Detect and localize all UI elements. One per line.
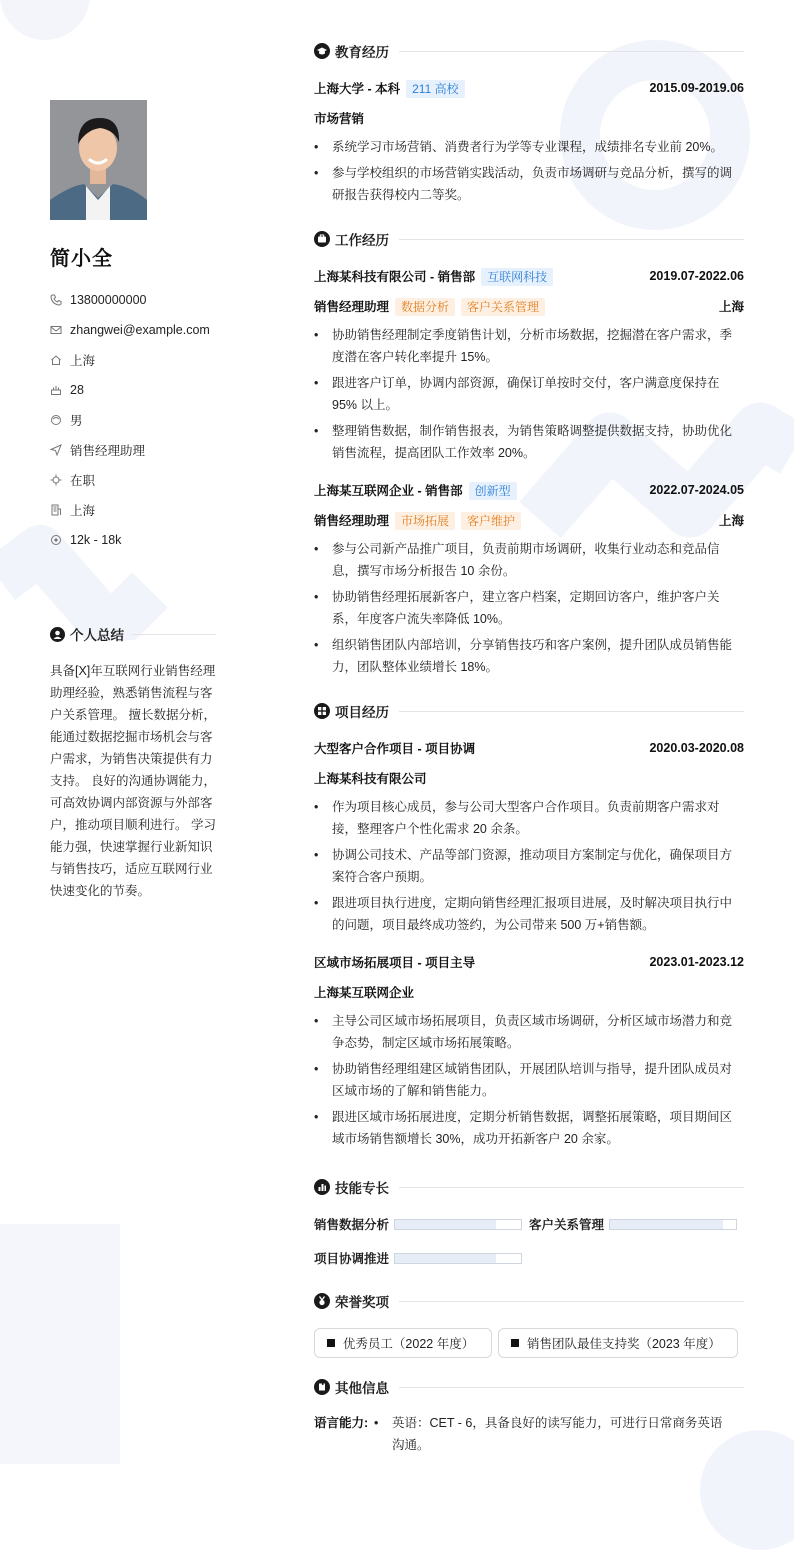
project-org: 上海某互联网企业: [314, 986, 415, 1000]
project-org-row: [314, 982, 744, 1002]
education-major: 市场营销: [314, 112, 365, 126]
summary-divider: [132, 634, 216, 635]
grid-icon: [314, 703, 330, 719]
skill-item: [529, 1215, 744, 1233]
education-header-row: [314, 78, 744, 98]
background-decoration-bottom: [0, 1224, 120, 1464]
skills-row: [314, 1214, 744, 1234]
medal-icon: [314, 1293, 330, 1309]
list-item: • 参与公司新产品推广项目，负责前期市场调研，收集行业动态和竞品信息，撰写市场分析报告 10 余份。: [314, 538, 744, 582]
salary-icon: [50, 534, 62, 546]
other-label: 语言能力:: [314, 1416, 369, 1430]
project-header-row: [314, 738, 744, 758]
skill-bar-fill: [395, 1220, 496, 1229]
job-company: 上海某科技有限公司 - 销售部: [314, 269, 476, 284]
awards-divider: [399, 1301, 744, 1302]
other-heading: [314, 1376, 744, 1398]
list-item: • 主导公司区域市场拓展项目，负责区域市场调研，分析区域市场潜力和竞争态势，制定区域市场拓展策略。: [314, 1010, 744, 1054]
awards-heading: [314, 1290, 744, 1312]
age-text: 28: [70, 383, 84, 397]
list-item: • 跟进客户订单，协调内部资源，确保订单按时交付，客户满意度保持在 95% 以上。: [314, 372, 744, 416]
skill-bar-fill: [610, 1220, 723, 1229]
home-icon: [50, 354, 62, 366]
job-role: 销售经理助理: [314, 513, 390, 528]
project-entry: [314, 952, 744, 1150]
award-item: [314, 1328, 492, 1358]
list-item: • 跟进区域市场拓展进度，定期分析销售数据，调整拓展策略，项目期间区域市场销售额增长 30%，成功开拓新客户 20 余家。: [314, 1106, 744, 1150]
skill-tag: 客户维护: [461, 512, 521, 530]
projects-heading: [314, 700, 744, 722]
info-phone: [50, 285, 220, 315]
list-item: • 组织销售团队内部培训，分享销售技巧和客户案例，提升团队成员销售能力，团队整体业绩增长 18%。: [314, 634, 744, 678]
education-bullets: [314, 136, 744, 206]
project-bullets: [314, 796, 744, 936]
education-title: 教育经历: [335, 45, 389, 60]
list-item: • 整理销售数据，制作销售报表，为销售策略调整提供数据支持，协助优化销售流程，提高团队工作效率 20%。: [314, 420, 744, 464]
skills-divider: [399, 1187, 744, 1188]
gender-text: 男: [70, 414, 83, 428]
job-header-row: [314, 266, 744, 286]
school-name: 上海大学 - 本科: [314, 81, 401, 96]
education-divider: [399, 51, 744, 52]
awards-list: [314, 1328, 744, 1358]
list-item: • 作为项目核心成员，参与公司大型客户合作项目。负责前期客户需求对接，整理客户个性化需求 20 余条。: [314, 796, 744, 840]
square-bullet-icon: [327, 1339, 335, 1347]
project-entry: [314, 738, 744, 936]
project-dates: 2020.03-2020.08: [649, 741, 744, 755]
status-icon: [50, 474, 62, 486]
job-bullets: [314, 538, 744, 678]
skill-tag: 数据分析: [395, 298, 455, 316]
company-tag: 互联网科技: [481, 268, 553, 286]
skill-item: [314, 1249, 535, 1267]
project-bullets: [314, 1010, 744, 1150]
list-item: • 协助销售经理拓展新客户，建立客户档案，定期回访客户，维护客户关系，年度客户流失率降低 10%。: [314, 586, 744, 630]
work-title: 工作经历: [335, 233, 389, 248]
briefcase-icon: [314, 231, 330, 247]
project-org-row: [314, 768, 744, 788]
summary-heading: [50, 624, 216, 644]
project-org: 上海某科技有限公司: [314, 772, 427, 786]
other-title: 其他信息: [335, 1381, 389, 1396]
education-heading: [314, 40, 744, 62]
list-item: • 系统学习市场营销、消费者行为学等专业课程，成绩排名专业前 20%。: [314, 136, 744, 158]
skills-row: [314, 1248, 744, 1268]
phone-text: 13800000000: [70, 293, 147, 307]
info-email: [50, 315, 220, 345]
job-city: 上海: [718, 300, 744, 314]
list-item: • 协助销售经理制定季度销售计划，分析市场数据，挖掘潜在客户需求，季度潜在客户转化率提升 15%。: [314, 324, 744, 368]
info-work-city: [50, 495, 220, 525]
salary-text: 12k - 18k: [70, 533, 122, 547]
work-divider: [399, 239, 744, 240]
projects-title: 项目经历: [335, 705, 389, 720]
phone-icon: [50, 294, 62, 306]
projects-divider: [399, 711, 744, 712]
info-address: [50, 345, 220, 375]
square-bullet-icon: [511, 1339, 519, 1347]
address-text: 上海: [70, 354, 96, 368]
mail-icon: [50, 324, 62, 336]
position-text: 销售经理助理: [70, 444, 146, 458]
skill-name: 销售数据分析: [314, 1218, 390, 1232]
skill-tag: 市场拓展: [395, 512, 455, 530]
list-item: • 跟进项目执行进度，定期向销售经理汇报项目进展，及时解决项目执行中的问题，项目最终成功签约，为公司带来 500 万+销售额。: [314, 892, 744, 936]
cake-icon: [50, 384, 62, 396]
send-icon: [50, 444, 62, 456]
skills-title: 技能专长: [335, 1181, 389, 1196]
user-icon: [50, 627, 65, 642]
bar-chart-icon: [314, 1179, 330, 1195]
skill-bar: [394, 1253, 522, 1264]
main-content: [314, 40, 744, 1456]
graduation-cap-icon: [314, 43, 330, 59]
info-position: [50, 435, 220, 465]
project-name: 区域市场拓展项目 - 项目主导: [314, 956, 476, 970]
awards-title: 荣誉奖项: [335, 1295, 389, 1310]
summary-text: 具备[X]年互联网行业销售经理助理经验，熟悉销售流程与客户关系管理。 擅长数据分析，能通过数据挖掘市场机会与客户需求，为销售决策提供有力支持。 良好的沟通协调能力，可高效协调内部资源与外部客户，推动项目顺利进行。 学习能力强，快速掌握行业新知识与销售技巧，适应互联网行业快速变化的节奏。: [50, 664, 216, 898]
info-salary: [50, 525, 220, 555]
background-decoration-top: [0, 0, 90, 40]
other-bullets: [374, 1412, 734, 1456]
list-item: • 协助销售经理组建区域销售团队，开展团队培训与指导，提升团队成员对区域市场的了解和销售能力。: [314, 1058, 744, 1102]
puzzle-icon: [314, 1379, 330, 1395]
list-item: • 英语：CET - 6，具备良好的读写能力，可进行日常商务英语沟通。: [374, 1412, 734, 1456]
info-status: [50, 465, 220, 495]
job-entry: [314, 266, 744, 464]
work-city-text: 上海: [70, 504, 96, 518]
skill-name: 项目协调推进: [314, 1252, 390, 1266]
skill-item: [314, 1215, 529, 1233]
job-bullets: [314, 324, 744, 464]
project-name: 大型客户合作项目 - 项目协调: [314, 742, 476, 756]
gender-icon: [50, 414, 62, 426]
contact-info-list: [50, 285, 220, 555]
work-heading: [314, 228, 744, 250]
profile-photo: [50, 100, 147, 220]
award-item: [498, 1328, 738, 1358]
list-item: • 协调公司技术、产品等部门资源，推动项目方案制定与优化，确保项目方案符合客户预期。: [314, 844, 744, 888]
job-header-row: [314, 480, 744, 500]
status-text: 在职: [70, 474, 96, 488]
skill-name: 客户关系管理: [529, 1218, 605, 1232]
job-role-row: [314, 510, 744, 530]
job-entry: [314, 480, 744, 678]
award-text: 优秀员工（2022 年度）: [342, 1337, 475, 1351]
project-header-row: [314, 952, 744, 972]
skill-tag: 客户关系管理: [461, 298, 545, 316]
candidate-name: 简小全: [50, 248, 113, 270]
email-text: zhangwei@example.com: [70, 323, 210, 337]
job-city: 上海: [718, 514, 744, 528]
list-item: • 参与学校组织的市场营销实践活动，负责市场调研与竞品分析，撰写的调研报告获得校内二等奖。: [314, 162, 744, 206]
job-dates: 2022.07-2024.05: [649, 483, 744, 497]
job-role-row: [314, 296, 744, 316]
skill-bar: [609, 1219, 737, 1230]
company-tag: 创新型: [469, 482, 517, 500]
education-dates: 2015.09-2019.06: [649, 81, 744, 95]
other-divider: [399, 1387, 744, 1388]
award-text: 销售团队最佳支持奖（2023 年度）: [526, 1337, 721, 1351]
school-tag: 211 高校: [406, 80, 464, 98]
skill-bar-fill: [395, 1254, 496, 1263]
info-age: [50, 375, 220, 405]
job-company: 上海某互联网企业 - 销售部: [314, 483, 463, 498]
building-icon: [50, 504, 62, 516]
job-dates: 2019.07-2022.06: [649, 269, 744, 283]
profile-panel: [50, 100, 220, 555]
info-gender: [50, 405, 220, 435]
job-role: 销售经理助理: [314, 299, 390, 314]
skill-bar: [394, 1219, 522, 1230]
skills-heading: [314, 1176, 744, 1198]
project-dates: 2023.01-2023.12: [649, 955, 744, 969]
other-info-row: [314, 1412, 744, 1456]
summary-title: 个人总结: [70, 628, 124, 643]
education-major-row: [314, 108, 744, 128]
